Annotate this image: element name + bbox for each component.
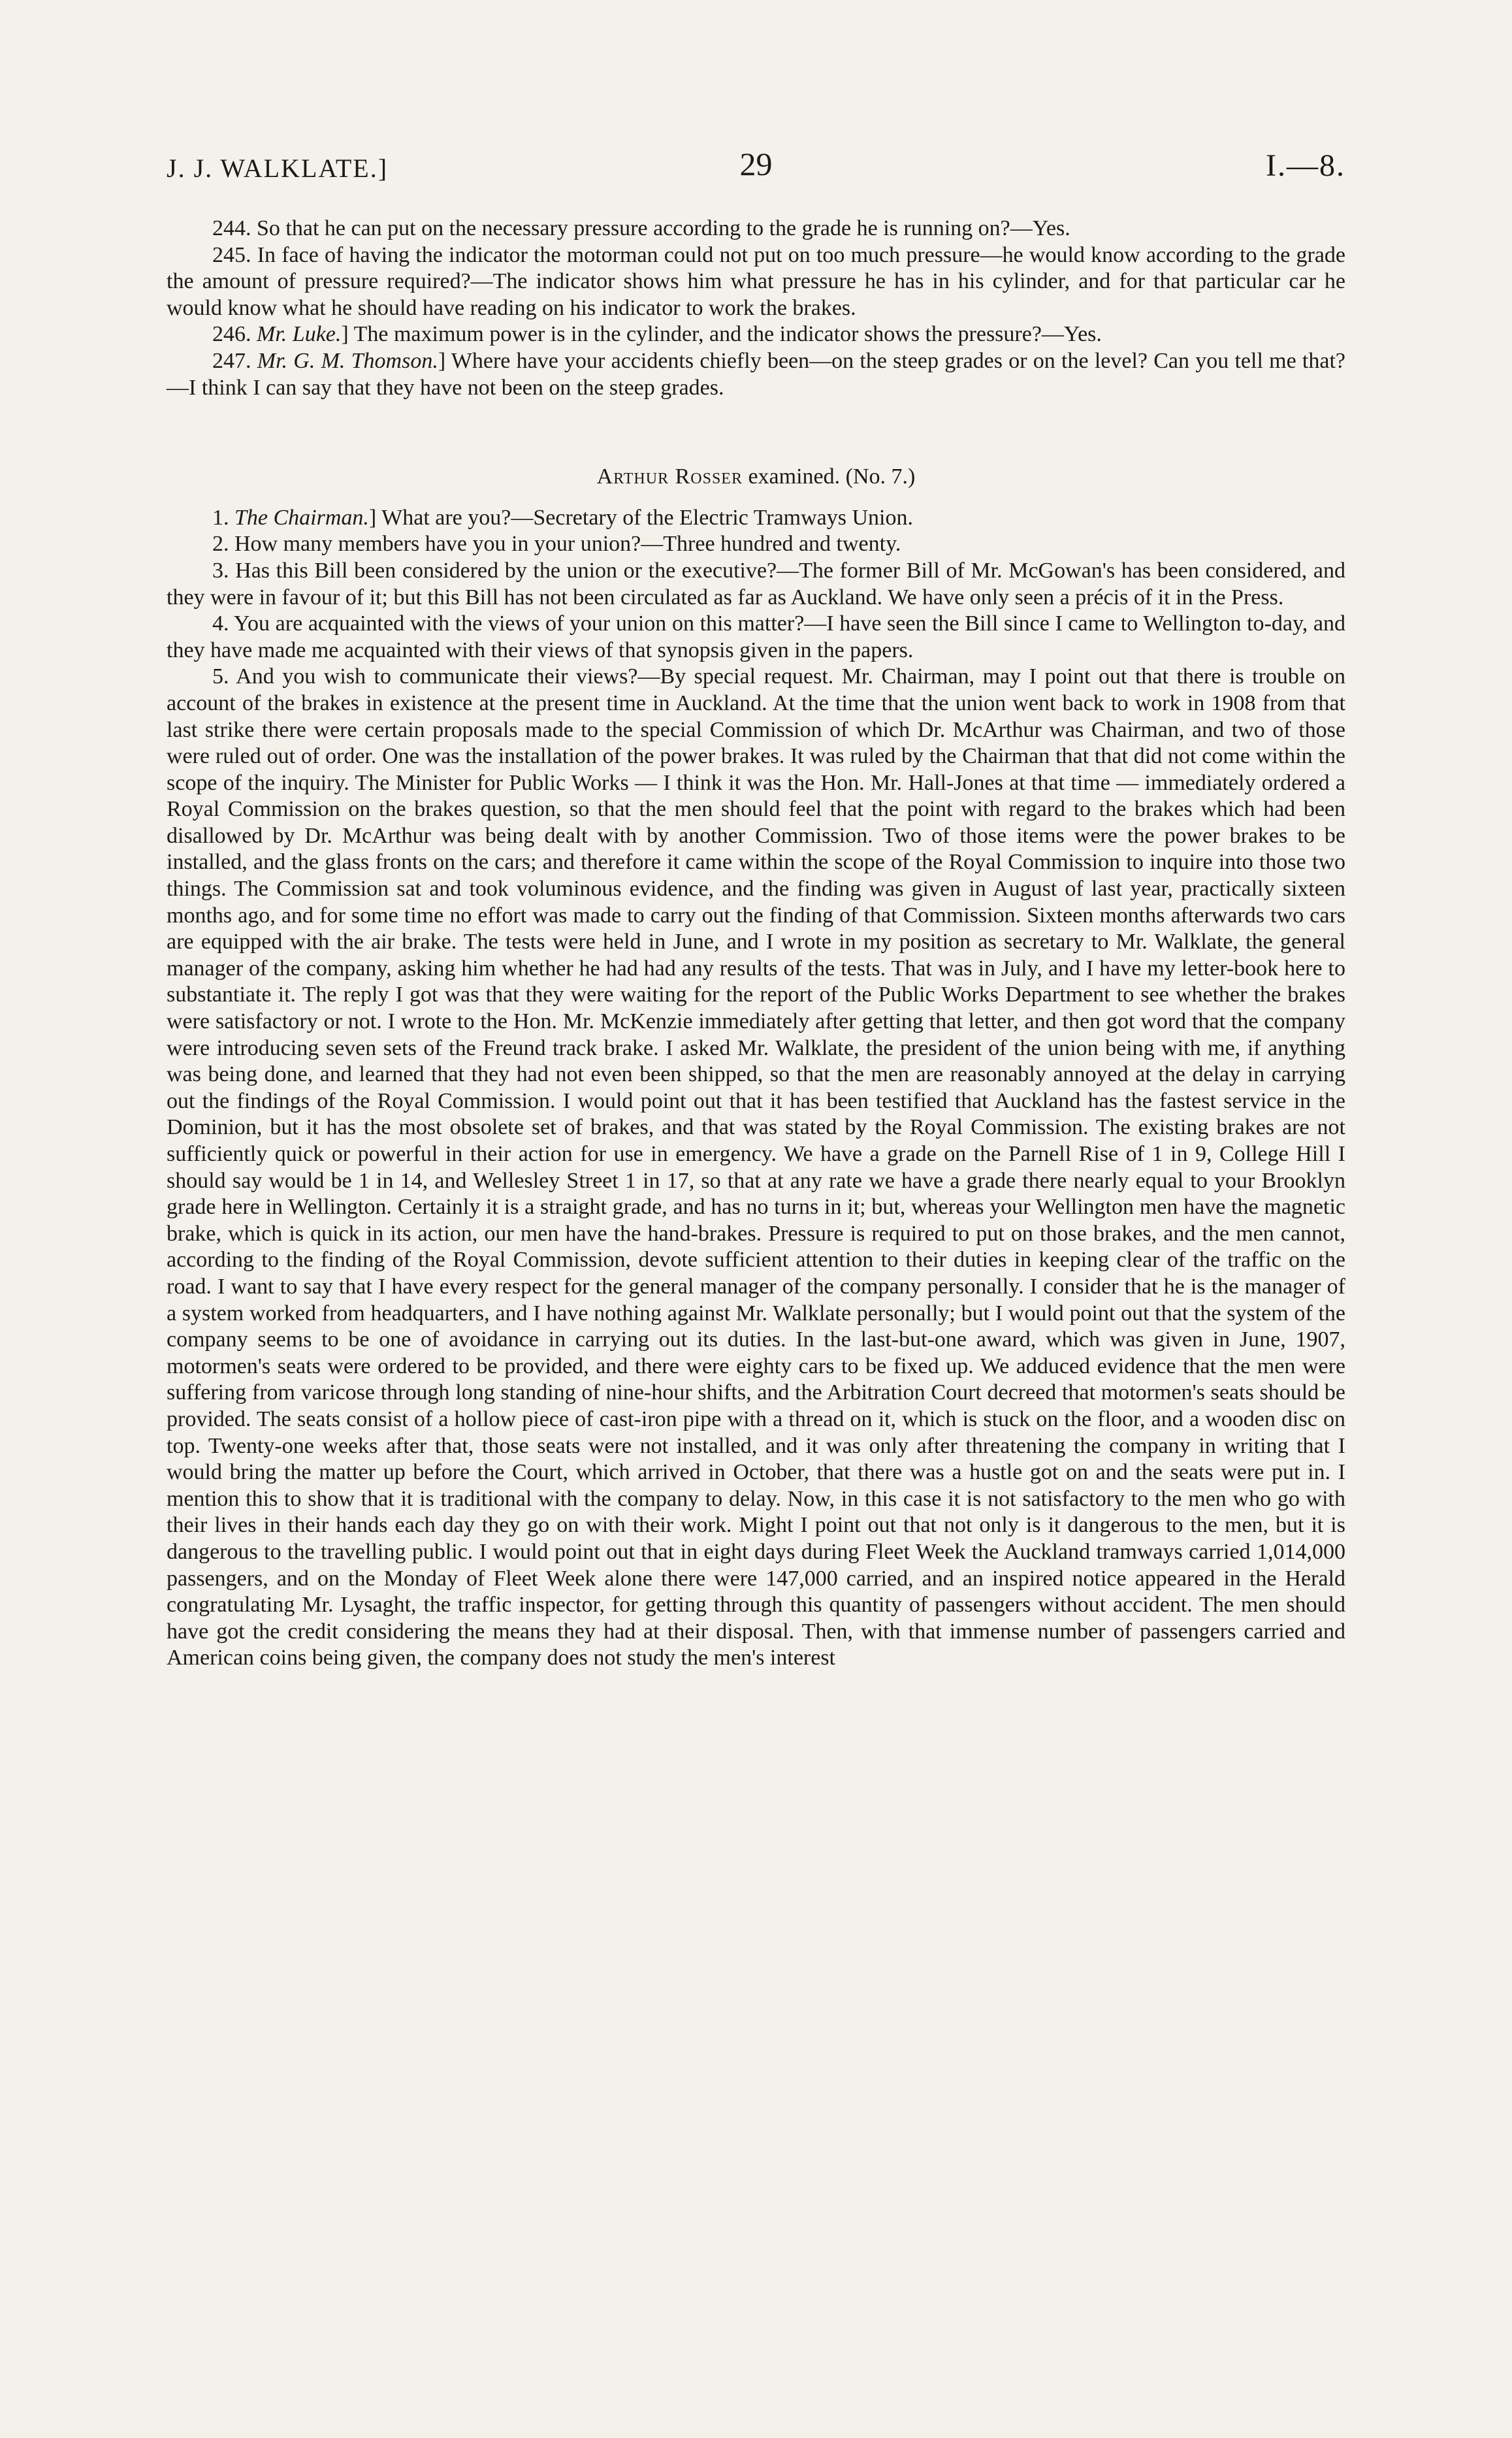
header-paper-reference: I.—8.: [1266, 148, 1345, 183]
page-number: 29: [739, 146, 773, 182]
question-paragraph: [167, 216, 1345, 242]
question-paragraph: 247. Mr. G. M. Thomson.] Where have your accidents chiefly been—on the steep grades or on the level? Can you tell me that?—I think I can say that they have not been on the steep grades.: [167, 348, 1345, 400]
question-paragraph: 246. Mr. Luke.] The maximum power is in the cylinder, and the indicator shows the pressure?—Yes.: [212, 322, 1102, 347]
question-number: 4.: [212, 611, 229, 636]
question-number: 3.: [212, 558, 229, 583]
witness-examined-label: examined. (No. 7.): [748, 464, 916, 489]
question-paragraph: [167, 531, 1345, 558]
question-paragraph: [167, 558, 1345, 611]
question-number: 2.: [212, 532, 229, 557]
question-number: 247.: [212, 348, 251, 373]
witness-section-heading: [167, 464, 1345, 491]
question-number: 245.: [212, 242, 251, 267]
header-witness-name: J. J. WALKLATE.]: [167, 154, 389, 183]
document-body: [167, 216, 1345, 1672]
question-text: How many members have you in your union?—Three hundred and twenty.: [234, 532, 901, 557]
question-paragraph: [167, 242, 1345, 322]
question-text: Has this Bill been considered by the union or the executive?—The former Bill of Mr. McGowan's has been considered, and they were in favour of it; but this Bill has not been circulated as far as Auckland. We have only seen a précis of it in the Press.: [167, 558, 1345, 610]
speaker-name: Mr. Luke.: [257, 322, 342, 347]
question-text: What are you?—Secretary of the Electric Tramways Union.: [381, 505, 913, 530]
question-number: 1.: [212, 505, 229, 530]
question-number: 5.: [212, 664, 229, 689]
question-number: 246.: [212, 322, 251, 347]
speaker-name: Mr. G. M. Thomson.: [257, 348, 438, 373]
question-number: 244.: [212, 216, 251, 240]
question-text: So that he can put on the necessary pressure according to the grade he is running on?—Yes.: [257, 216, 1070, 240]
question-text: Where have your accidents chiefly been—on the steep grades or on the level? Can you tell me that?—I think I can say that they have not been on the steep grades.: [167, 348, 1345, 400]
question-paragraph: [167, 611, 1345, 664]
question-text: And you wish to communicate their views?—By special request. Mr. Chairman, may I point out that there is trouble on account of the brakes in existence at the present time in Auckland. At the time that the union went back to work in 1908 from that last strike there were certain proposals made to the special Commission of which Dr. McArthur was Chairman, and two of those were ruled out of order. One was the installation of the power brakes. It was ruled by the Chairman that that did not come within the scope of the inquiry. The Minister for Public Works — I think it was the Hon. Mr. Hall-Jones at that time — immediately ordered a Royal Commission on the brakes question, so that the men should feel that the point with regard to the brakes which had been disallowed by Dr. McArthur was being dealt with by another Commission. Two of those items were the power brakes to be installed, and the glass fronts on the cars; and therefore it came within the scope of the Royal Commission to inquire into those two things. The Commission sat and took voluminous evidence, and the finding was given in August of last year, practically sixteen months ago, and for some time no effort was made to carry out the finding of that Commission. Sixteen months afterwards two cars are equipped with the air brake. The tests were held in June, and I wrote in my position as secretary to Mr. Walklate, the general manager of the company, asking him whether he had had any results of the tests. That was in July, and I have my letter-book here to substantiate it. The reply I got was that they were waiting for the report of the Public Works Department to see whether the brakes were satisfactory or not. I wrote to the Hon. Mr. McKenzie immediately after getting that letter, and then got word that the company were introducing seven sets of the Freund track brake. I asked Mr. Walklate, the president of the union being with me, if anything was being done, and learned that they had not even been shipped, so that the men are reasonably annoyed at the delay in carrying out the findings of the Royal Commission. I would point out that it has been testified that Auckland has the fastest service in the Dominion, but it has the most obsolete set of brakes, and that was stated by the Royal Commission. The existing brakes are not sufficiently quick or powerful in their action for use in emergency. We have a grade on the Parnell Rise of 1 in 9, College Hill I should say would be 1 in 14, and Wellesley Street 1 in 17, so that at any rate we have a grade there nearly equal to your Brooklyn grade here in Wellington. Certainly it is a straight grade, and has no turns in it; but, whereas your Wellington men have the magnetic brake, which is quick in its action, our men have the hand-brakes. Pressure is required to put on those brakes, and the men cannot, according to the finding of the Royal Commission, devote sufficient attention to their duties in keeping clear of the traffic on the road. I want to say that I have every respect for the general manager of the company personally. I consider that he is the manager of a system worked from headquarters, and I have nothing against Mr. Walklate personally; but I would point out that the system of the company seems to be one of avoidance in carrying out its duties. In the last-but-one award, which was given in June, 1907, motormen's seats were ordered to be provided, and there were eighty cars to be fixed up. We adduced evidence that the men were suffering from varicose through long standing of nine-hour shifts, and the Arbitration Court decreed that motormen's seats should be provided. The seats consist of a hollow piece of cast-iron pipe with a thread on it, which is stuck on the floor, and a wooden disc on top. Twenty-one weeks after that, those seats were not installed, and it was only after threatening the company in writing that I would bring the matter up before the Court, which arrived in October, that there was a hustle got on and the seats were put in. I mention this to show that it is traditional with the company to delay. Now, in this case it is not satisfactory to the men who go with their lives in their hands each day they go on with their work. Might I point out that not only is it dangerous to the men, but it is dangerous to the travelling public. I would point out that in eight days during Fleet Week the Auckland tramways carried 1,014,000 passengers, and on the Monday of Fleet Week alone there were 147,000 carried, and an inspired notice appeared in the Herald congratulating Mr. Lysaght, the traffic inspector, for getting through this quantity of passengers without accident. The men should have got the credit considering the means they had at their disposal. Then, with that immense number of passengers carried and American coins being given, the company does not study the men's interest: [167, 664, 1345, 1670]
question-paragraph: 1. The Chairman.] What are you?—Secretary of the Electric Tramways Union.: [212, 505, 913, 530]
question-text: You are acquainted with the views of your union on this matter?—I have seen the Bill since I came to Wellington to-day, and they have made me acquainted with their views of that synopsis given in the papers.: [167, 611, 1345, 662]
speaker-name: The Chairman.: [234, 505, 369, 530]
page-header: [167, 145, 1345, 191]
question-paragraph: [167, 664, 1345, 1672]
question-text: The maximum power is in the cylinder, and the indicator shows the pressure?—Yes.: [353, 322, 1102, 347]
witness-name: Arthur Rosser: [596, 464, 743, 489]
question-text: In face of having the indicator the motorman could not put on too much pressure—he would know according to the grade the amount of pressure required?—The indicator shows him what pressure he has in his cylinder, and for that particular car he would know what he should have reading on his indicator to work the brakes.: [167, 242, 1345, 320]
